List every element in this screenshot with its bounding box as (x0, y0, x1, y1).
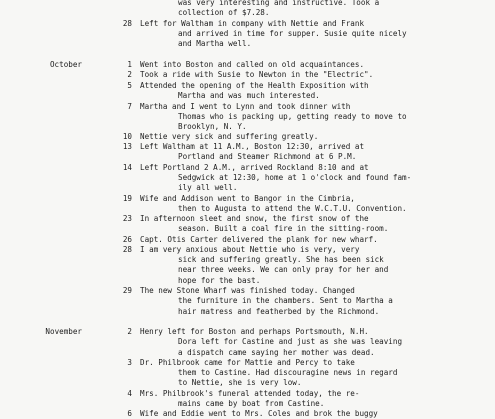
day-number: 6 (127, 409, 132, 418)
entry-text: Mrs. Philbrook's funeral attended today, the re- (140, 389, 360, 398)
entry-text: Wife and Eddie went to Mrs. Coles and brok the buggy (140, 409, 378, 418)
day-number: 19 (122, 194, 132, 203)
entry-text: I am very anxious about Nettie who is very, very (140, 245, 360, 254)
entry-text: Martha and I went to Lynn and took dinner with (140, 102, 351, 111)
entry-text: mains came by boat from Castine. (178, 399, 325, 408)
entry-text: Martha and was much interested. (178, 91, 320, 100)
entry-text: Left Portland 2 A.M., arrived Rockland 8:10 and at (140, 163, 369, 172)
day-number: 14 (122, 163, 132, 172)
entry-text: Thomas who is packing up, getting ready to move to (178, 112, 407, 121)
entry-text: a dispatch came saying her mother was dead. (178, 348, 375, 357)
entry-text: and arrived in time for supper. Susie quite nicely (178, 29, 407, 38)
day-number: 10 (122, 132, 132, 141)
entry-text: them to Castine. Had discouragine news in regard (178, 368, 398, 377)
entry-text: Dora left for Castine and just as she was leaving (178, 337, 403, 346)
day-number: 23 (122, 214, 132, 223)
entry-text: near three weeks. We can only pray for her and (178, 265, 389, 274)
entry-text: ily all well. (178, 183, 238, 192)
day-number: 29 (122, 286, 132, 295)
entry-text: Wife and Addison went to Bangor in the Cimbria, (140, 194, 355, 203)
entry-text: Portland and Steamer Richmond at 6 P.M. (178, 152, 357, 161)
entry-text: hope for the bast. (178, 276, 261, 285)
entry-text: the furniture in the chambers. Sent to Martha a (178, 296, 393, 305)
day-number: 26 (122, 235, 132, 244)
entry-text: to Nettie, she is very low. (178, 378, 302, 387)
entry-text: Nettie very sick and suffering greatly. (140, 132, 319, 141)
day-number: 28 (122, 19, 132, 28)
entry-text: Dr. Philbrook came for Mattie and Percy to take (140, 358, 355, 367)
entry-text: Went into Boston and called on old acquaintances. (140, 60, 365, 69)
month-label: November (45, 327, 82, 336)
entry-text: Brooklyn, N. Y. (178, 122, 247, 131)
entry-text: sick and suffering greatly. She has been sick (178, 255, 384, 264)
entry-text: The new Stone Wharf was finished today. Changed (140, 286, 355, 295)
day-number: 13 (122, 142, 132, 151)
month-label: October (49, 60, 82, 69)
entry-text: Left Waltham at 11 A.M., Boston 12:30, arrived at (140, 142, 365, 151)
entry-text: Capt. Otis Carter delivered the plank for new wharf. (140, 235, 378, 244)
entry-text: hair matress and featherbed by the Richmond. (178, 307, 380, 316)
day-number: 1 (127, 60, 132, 69)
day-number: 2 (127, 70, 132, 79)
entry-text: then to Augusta to attend the W.C.T.U. Convention. (178, 204, 407, 213)
entry-text: Sedgwick at 12:30, home at 1 o'clock and found fam- (178, 173, 412, 182)
day-number: 5 (127, 81, 132, 90)
entry-text: season. Built a coal fire in the sitting-room. (178, 224, 389, 233)
entry-text: Henry left for Boston and perhaps Portsmouth, N.H. (140, 327, 369, 336)
entry-text: was very interesting and instructive. Took a (178, 0, 380, 7)
entry-text: Took a ride with Susie to Newton in the "Electric". (140, 70, 374, 79)
entry-text: Attended the opening of the Health Exposition with (140, 81, 369, 90)
day-number: 7 (127, 102, 132, 111)
entry-text: and Martha well. (178, 39, 252, 48)
day-number: 3 (127, 358, 132, 367)
entry-text: Left for Waltham in company with Nettie and Frank (140, 19, 365, 28)
entry-text: collection of $7.28. (178, 8, 270, 17)
day-number: 28 (122, 245, 132, 254)
day-number: 4 (127, 389, 132, 398)
day-number: 2 (127, 327, 132, 336)
entry-text: In afternoon sleet and snow, the first snow of the (140, 214, 369, 223)
